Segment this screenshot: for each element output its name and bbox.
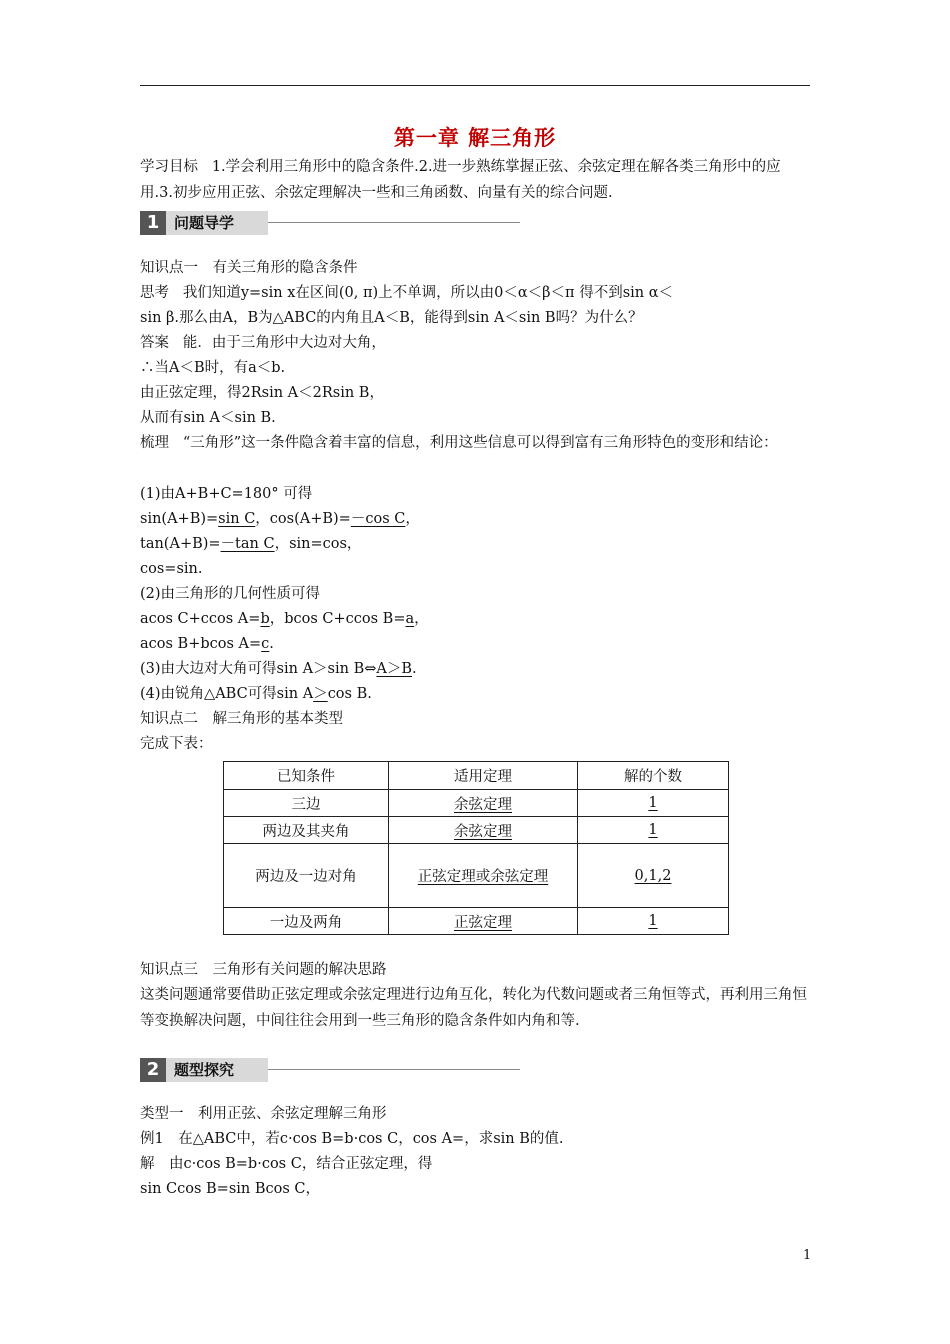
table-cell: 两边及一边对角 — [224, 844, 389, 908]
fill-blank: a — [405, 611, 415, 627]
table-row — [224, 844, 729, 908]
formula-text: ， — [405, 511, 420, 527]
formula-text: tan(A+B)= — [140, 536, 221, 552]
table-header-cell: 解的个数 — [578, 762, 729, 790]
table-cell: 三边 — [224, 790, 389, 817]
knowledge-point-2-heading: 知识点二 解三角形的基本类型 — [140, 711, 343, 727]
fill-blank: b — [260, 611, 270, 627]
summary-item-1: (1)由A+B+C=180° 可得 — [140, 486, 313, 502]
formula-text: (3)由大边对大角可得sin A＞sin B⇔ — [140, 661, 377, 677]
summary-text: “三角形”这一条件隐含着丰富的信息，利用这些信息可以得到富有三角形特色的变形和结论： — [182, 435, 778, 451]
answer-line-3: 由正弦定理，得2Rsin A＜2Rsin B， — [140, 385, 384, 401]
table-cell — [578, 817, 729, 844]
table-cell — [578, 908, 729, 935]
answer-text: 能．由于三角形中大边对大角， — [182, 335, 386, 351]
formula-text: ，bcos C+ccos B= — [269, 611, 406, 627]
formula-text: . — [412, 661, 417, 677]
formula-text: (4)由锐角△ABC可得sin A — [140, 686, 314, 702]
section-number: 1 — [140, 211, 166, 235]
fill-blank: 1 — [648, 913, 658, 929]
fill-blank: 0,1,2 — [634, 867, 672, 884]
section-number: 2 — [140, 1058, 166, 1082]
table-cell — [578, 844, 729, 908]
table-row — [224, 817, 729, 844]
fill-blank: －tan C — [220, 536, 275, 552]
section-header-2 — [140, 1058, 520, 1082]
table-intro: 完成下表： — [140, 736, 213, 752]
knowledge-point-1-heading: 知识点一 有关三角形的隐含条件 — [140, 260, 358, 276]
section-label: 题型探究 — [166, 1058, 268, 1082]
table-cell — [389, 908, 578, 935]
formula-line-2 — [140, 533, 361, 555]
formula-text: . — [269, 636, 274, 652]
page-number: 1 — [803, 1248, 812, 1263]
learning-objectives — [140, 154, 812, 206]
objectives-label: 学习目标 — [140, 159, 198, 175]
think-label: 思考 — [140, 285, 169, 301]
solution-line-2: sin Ccos B=sin Bcos C， — [140, 1181, 321, 1197]
chapter-title: 第一章 解三角形 — [393, 126, 557, 150]
table-row — [224, 790, 729, 817]
summary-item-3 — [140, 658, 417, 680]
summary-label: 梳理 — [140, 435, 169, 451]
think-line-2: sin β.那么由A，B为△ABC的内角且A＜B，能得到sin A＜sin B吗？为什么？ — [140, 310, 643, 326]
formula-line-5 — [140, 633, 274, 655]
fill-blank: 1 — [648, 795, 658, 811]
answer-line-4: 从而有sin A＜sin B. — [140, 410, 276, 426]
table-cell: 一边及两角 — [224, 908, 389, 935]
objectives-text: 1.学会利用三角形中的隐含条件.2.进一步熟练掌握正弦、余弦定理在解各类三角形中的应用.3.初步应用正弦、余弦定理解决一些和三角函数、向量有关的综合问题. — [140, 159, 781, 201]
formula-line-3: cos=sin. — [140, 561, 203, 577]
section-rule — [268, 1069, 520, 1070]
table-header-cell: 适用定理 — [389, 762, 578, 790]
answer-line-1 — [140, 332, 386, 354]
solution-line-1: 解 由c·cos B=b·cos C，结合正弦定理，得 — [140, 1156, 433, 1172]
fill-blank: ＞ — [313, 686, 328, 702]
table-cell — [389, 844, 578, 908]
fill-blank: c — [261, 636, 270, 652]
formula-text: ，sin=cos， — [274, 536, 362, 552]
table-header-row — [224, 762, 729, 790]
think-line-1 — [140, 282, 673, 304]
fill-blank: sin C — [218, 511, 256, 527]
section-header-1 — [140, 211, 520, 235]
summary-item-4 — [140, 683, 372, 705]
table-cell — [389, 790, 578, 817]
answer-line-2: ∴当A＜B时，有a＜b. — [140, 360, 286, 376]
knowledge-point-3-heading: 知识点三 三角形有关问题的解决思路 — [140, 962, 387, 978]
table-cell: 两边及其夹角 — [224, 817, 389, 844]
formula-text: ，cos(A+B)= — [255, 511, 351, 527]
fill-blank: 1 — [648, 822, 658, 838]
formula-line-1 — [140, 508, 420, 530]
knowledge-point-3-text: 这类问题通常要借助正弦定理或余弦定理进行边角互化，转化为代数问题或者三角恒等式，再利用三角恒等变换解决问题，中间往往会用到一些三角形的隐含条件如内角和等. — [140, 987, 807, 1029]
table-header-cell: 已知条件 — [224, 762, 389, 790]
solution-types-table — [223, 761, 729, 935]
fill-blank: 正弦定理 — [454, 914, 512, 931]
think-text: 我们知道y=sin x在区间(0, π)上不单调，所以由0＜α＜β＜π 得不到sin α＜ — [182, 285, 674, 301]
fill-blank: A＞B — [376, 661, 413, 677]
fill-blank: 余弦定理 — [454, 823, 512, 840]
table-cell — [578, 790, 729, 817]
fill-blank: 正弦定理或余弦定理 — [417, 869, 549, 885]
formula-text: acos B+bcos A= — [140, 636, 262, 652]
example-1: 例1 在△ABC中，若c·cos B=b·cos C，cos A=，求sin B的值. — [140, 1131, 564, 1147]
section-rule — [268, 222, 520, 223]
formula-text: cos B. — [327, 686, 372, 702]
section-label: 问题导学 — [166, 211, 268, 235]
formula-text: sin(A+B)= — [140, 511, 219, 527]
formula-text: acos C+ccos A= — [140, 611, 261, 627]
table-row — [224, 908, 729, 935]
formula-text: ， — [414, 611, 429, 627]
fill-blank: －cos C — [350, 511, 406, 527]
fill-blank: 余弦定理 — [454, 796, 512, 813]
header-rule — [140, 85, 810, 86]
summary-paragraph — [140, 430, 812, 456]
summary-item-2: (2)由三角形的几何性质可得 — [140, 586, 321, 602]
formula-line-4 — [140, 608, 429, 630]
type-1-heading: 类型一 利用正弦、余弦定理解三角形 — [140, 1106, 387, 1122]
table-cell — [389, 817, 578, 844]
answer-label: 答案 — [140, 335, 169, 351]
